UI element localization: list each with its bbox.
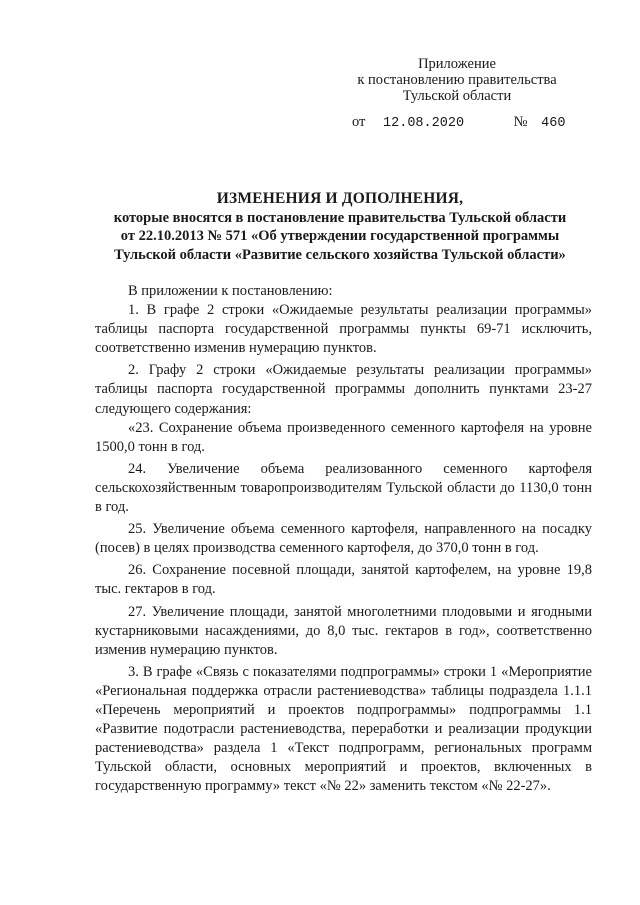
annex-block xyxy=(352,56,562,104)
annex-subtitle: к постановлению правительства xyxy=(357,72,557,88)
paragraph-point-25: 25. Увеличение объема семенного картофеля, направленного на посадку (посев) в целях производства семенного картофеля, до 370,0 тонн в год. xyxy=(95,521,592,557)
heading-line-4: Тульской области «Развитие сельского хозяйства Тульской области» xyxy=(114,246,566,263)
paragraph-point-24: 24. Увеличение объема реализованного семенного картофеля сельскохозяйственным товаропроизводителям Тульской области до 1130,0 тонн в год. xyxy=(95,460,592,516)
paragraph-item-1: 1. В графе 2 строки «Ожидаемые результаты реализации программы» таблицы паспорта государственной программы пункты 69-71 исключить, соответственно изменив нумерацию пунктов. xyxy=(95,302,592,357)
registration-line xyxy=(352,114,572,131)
date-prefix: от xyxy=(352,114,366,130)
intro-paragraph: В приложении к постановлению: xyxy=(128,283,333,299)
paragraph-item-2: 2. Графу 2 строки «Ожидаемые результаты реализации программы» таблицы паспорта государственной программы дополнить пунктами 23-27 следующего содержания: xyxy=(95,362,592,417)
annex-title: Приложение xyxy=(418,56,496,72)
paragraph-point-27: 27. Увеличение площади, занятой многолетними плодовыми и ягодными кустарниковыми насаждениями, до 8,0 тыс. гектаров в год», соответственно изменив нумерацию пунктов. xyxy=(95,603,592,658)
annex-region: Тульской области xyxy=(402,88,512,104)
document-body xyxy=(95,282,592,796)
heading-line-2: которые вносятся в постановление правительства Тульской области xyxy=(113,209,567,226)
paragraph-item-3: 3. В графе «Связь с показателями подпрограммы» строки 1 «Мероприятие «Региональная поддержка отрасли растениеводства» таблицы подраздела 1.1.1 «Перечень мероприятий и проектов подпрограммы» подпрограммы 1.1 «Развитие подотрасли растениеводства, переработки и реализации продукции растениеводства» раздела 1 «Текст подпрограмм, региональных программ Тульской области, основных мероприятий и проектов, включенных в государственную программу» текст «№ 22» заменить текстом «№ 22-27». xyxy=(95,663,592,795)
heading-line-3: от 22.10.2013 № 571 «Об утверждении государственной программы xyxy=(120,228,560,244)
document-date: 12.08.2020 xyxy=(383,116,465,131)
document-number: 460 xyxy=(541,116,566,131)
paragraph-point-26: 26. Сохранение посевной площади, занятой картофелем, на уровне 19,8 тыс. гектаров в год. xyxy=(95,562,592,598)
paragraph-point-23: «23. Сохранение объема произведенного семенного картофеля на уровне 1500,0 тонн в год. xyxy=(95,419,592,455)
number-prefix: № xyxy=(513,114,528,130)
heading-title: ИЗМЕНЕНИЯ И ДОПОЛНЕНИЯ, xyxy=(216,190,464,207)
document-heading xyxy=(95,190,585,264)
